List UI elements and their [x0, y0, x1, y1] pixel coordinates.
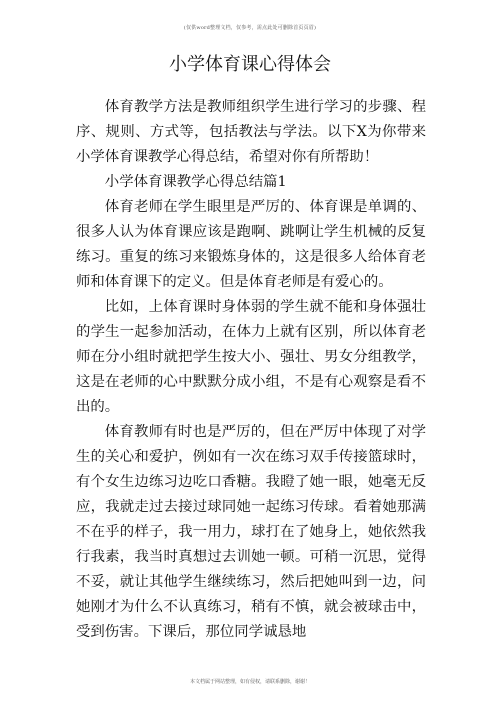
- document-title: 小学体育课心得体会: [169, 54, 331, 75]
- page-footer-note: 本文档属于网站整理，如有侵权，请联系删除，谢谢！: [189, 679, 310, 685]
- document-body: [76, 95, 426, 645]
- page-header-note: (仅供word整理文档，仅参考，需点此处可删除首页页眉): [183, 25, 317, 31]
- intro-paragraph: 体育教学方法是教师组织学生进行学习的步骤、程序、规则、方式等，包括教法与学法。以下X为你带来小学体育课教学心得总结，希望对你有所帮助！: [76, 99, 426, 165]
- body-paragraph: 体育教师有时也是严厉的，但在严厉中体现了对学生的关心和爱护，例如有一次在练习双手传接篮球时，有个女生边练习边吃口香糖。我瞪了她一眼，她毫无反应，我就走过去接过球同她一起练习传球。看着她那满不在乎的样子，我一用力，球打在了她身上，她依然我行我素，我当时真想过去训她一顿。可稍一沉思，觉得不妥，就让其他学生继续练习，然后把她叫到一边，问她刚才为什么不认真练习，稍有不慎，就会被球击中，受到伤害。下课后，那位同学诚恳地: [76, 424, 426, 640]
- body-paragraph: 体育老师在学生眼里是严厉的、体育课是单调的、很多人认为体育课应该是跑啊、跳啊让学生机械的反复练习。重复的练习来锻炼身体的，这是很多人给体育老师和体育课下的定义。但是体育老师是有爱心的。: [76, 199, 426, 290]
- body-paragraph: 比如，上体育课时身体弱的学生就不能和身体强壮的学生一起参加活动，在体力上就有区别，所以体育老师在分小组时就把学生按大小、强壮、男女分组教学，这是在老师的心中默默分成小组，不是有心观察是看不出的。: [76, 299, 426, 415]
- section-heading: 小学体育课教学心得总结篇1: [104, 174, 287, 190]
